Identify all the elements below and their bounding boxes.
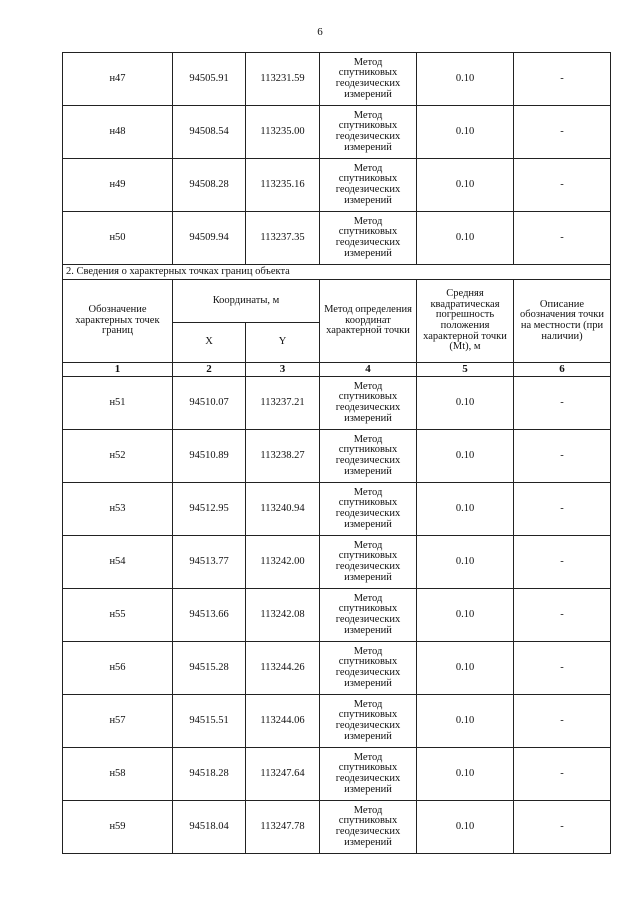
method-line: геодезических [335, 78, 401, 89]
method-line: измерений [344, 141, 392, 153]
point-id-cell: н54 [63, 536, 173, 589]
description-cell: - [514, 695, 611, 748]
method-line: измерений [344, 88, 392, 100]
coord-y-cell: 113231.59 [246, 53, 320, 106]
coord-y-cell: 113237.21 [246, 377, 320, 430]
description-cell: - [514, 536, 611, 589]
method-line: геодезических [335, 614, 401, 625]
method-line: измерений [344, 412, 392, 424]
table-row [63, 483, 611, 536]
accuracy-cell: 0.10 [417, 377, 514, 430]
description-cell: - [514, 748, 611, 801]
point-id-cell: н53 [63, 483, 173, 536]
description-cell: - [514, 589, 611, 642]
coord-y-cell: 113237.35 [246, 212, 320, 265]
table-row [63, 589, 611, 642]
method-line: геодезических [335, 131, 401, 142]
method-line: измерений [344, 465, 392, 477]
method-line: Метод [353, 804, 383, 816]
point-id-cell: н52 [63, 430, 173, 483]
page-number: 6 [317, 26, 323, 38]
header-method: Метод определения координат характерной точки [320, 280, 417, 363]
description-cell: - [514, 212, 611, 265]
header-row-1 [63, 280, 611, 323]
table-row [63, 801, 611, 854]
method-line: измерений [344, 247, 392, 259]
coord-x-cell: 94513.77 [173, 536, 246, 589]
method-line: спутниковых [338, 550, 398, 562]
method-line: Метод [353, 645, 383, 657]
column-number: 6 [514, 363, 611, 377]
method-line: спутниковых [338, 762, 398, 774]
coord-y-cell: 113238.27 [246, 430, 320, 483]
method-line: спутниковых [338, 391, 398, 403]
method-cell [320, 589, 417, 642]
method-line: Метод [353, 162, 383, 174]
point-id-cell: н48 [63, 106, 173, 159]
method-cell [320, 430, 417, 483]
coord-y-cell: 113247.64 [246, 748, 320, 801]
method-line: Метод [353, 486, 383, 498]
method-line: Метод [353, 592, 383, 604]
method-cell [320, 642, 417, 695]
method-line: геодезических [335, 720, 401, 731]
description-cell: - [514, 483, 611, 536]
table-row [63, 536, 611, 589]
method-cell [320, 801, 417, 854]
table-row [63, 106, 611, 159]
accuracy-cell: 0.10 [417, 748, 514, 801]
method-line: спутниковых [338, 67, 398, 79]
description-cell: - [514, 53, 611, 106]
column-numbers-row [63, 363, 611, 377]
coord-x-cell: 94518.28 [173, 748, 246, 801]
description-cell: - [514, 159, 611, 212]
point-id-cell: н51 [63, 377, 173, 430]
accuracy-cell: 0.10 [417, 589, 514, 642]
method-cell [320, 377, 417, 430]
coord-x-cell: 94512.95 [173, 483, 246, 536]
method-line: спутниковых [338, 815, 398, 827]
accuracy-cell: 0.10 [417, 212, 514, 265]
method-line: измерений [344, 194, 392, 206]
description-cell: - [514, 430, 611, 483]
method-line: Метод [353, 215, 383, 227]
method-line: спутниковых [338, 656, 398, 668]
coord-x-cell: 94508.54 [173, 106, 246, 159]
top-rows-group [63, 53, 611, 265]
column-number: 1 [63, 363, 173, 377]
method-line: измерений [344, 624, 392, 636]
method-line: спутниковых [338, 444, 398, 456]
coord-x-cell: 94515.51 [173, 695, 246, 748]
method-line: Метод [353, 433, 383, 445]
method-line: измерений [344, 783, 392, 795]
point-id-cell: н47 [63, 53, 173, 106]
coord-y-cell: 113240.94 [246, 483, 320, 536]
table-row [63, 377, 611, 430]
column-number: 2 [173, 363, 246, 377]
description-cell: - [514, 801, 611, 854]
table-row [63, 430, 611, 483]
point-id-cell: н58 [63, 748, 173, 801]
table-row [63, 748, 611, 801]
method-cell [320, 695, 417, 748]
method-line: Метод [353, 698, 383, 710]
accuracy-cell: 0.10 [417, 483, 514, 536]
column-number: 3 [246, 363, 320, 377]
coord-y-cell: 113244.06 [246, 695, 320, 748]
description-cell: - [514, 377, 611, 430]
method-cell [320, 748, 417, 801]
point-id-cell: н57 [63, 695, 173, 748]
method-line: Метод [353, 751, 383, 763]
method-line: измерений [344, 730, 392, 742]
method-line: спутниковых [338, 709, 398, 721]
method-line: измерений [344, 571, 392, 583]
section-group [63, 265, 611, 377]
header-point-designation: Обозначение характерных точек границ [63, 280, 173, 363]
method-line: геодезических [335, 667, 401, 678]
method-line: спутниковых [338, 497, 398, 509]
section-title: 2. Сведения о характерных точках границ объекта [63, 265, 611, 280]
coord-y-cell: 113235.16 [246, 159, 320, 212]
header-x: X [173, 323, 246, 363]
method-cell [320, 483, 417, 536]
method-line: геодезических [335, 773, 401, 784]
accuracy-cell: 0.10 [417, 106, 514, 159]
header-y: Y [246, 323, 320, 363]
coord-y-cell: 113244.26 [246, 642, 320, 695]
method-line: Метод [353, 109, 383, 121]
method-line: измерений [344, 836, 392, 848]
coord-y-cell: 113242.00 [246, 536, 320, 589]
description-cell: - [514, 642, 611, 695]
method-line: спутниковых [338, 120, 398, 132]
accuracy-cell: 0.10 [417, 801, 514, 854]
accuracy-cell: 0.10 [417, 53, 514, 106]
point-id-cell: н55 [63, 589, 173, 642]
method-line: геодезических [335, 184, 401, 195]
method-line: спутниковых [338, 603, 398, 615]
point-id-cell: н49 [63, 159, 173, 212]
accuracy-cell: 0.10 [417, 159, 514, 212]
method-line: геодезических [335, 508, 401, 519]
coord-x-cell: 94508.28 [173, 159, 246, 212]
coord-y-cell: 113242.08 [246, 589, 320, 642]
method-line: геодезических [335, 402, 401, 413]
method-cell [320, 536, 417, 589]
table-row [63, 159, 611, 212]
column-number: 4 [320, 363, 417, 377]
method-line: спутниковых [338, 173, 398, 185]
coord-x-cell: 94513.66 [173, 589, 246, 642]
method-cell [320, 159, 417, 212]
point-id-cell: н50 [63, 212, 173, 265]
method-line: геодезических [335, 455, 401, 466]
description-cell: - [514, 106, 611, 159]
method-line: Метод [353, 539, 383, 551]
boundary-points-table [62, 52, 611, 854]
coord-x-cell: 94509.94 [173, 212, 246, 265]
table-row [63, 642, 611, 695]
coord-y-cell: 113247.78 [246, 801, 320, 854]
accuracy-cell: 0.10 [417, 536, 514, 589]
coord-x-cell: 94505.91 [173, 53, 246, 106]
bottom-rows-group [63, 377, 611, 854]
method-cell [320, 212, 417, 265]
header-accuracy: Средняя квадратическая погрешность положения характерной точки (Mt), м [417, 280, 514, 363]
method-line: Метод [353, 56, 383, 68]
point-id-cell: н56 [63, 642, 173, 695]
coord-x-cell: 94510.07 [173, 377, 246, 430]
coord-x-cell: 94515.28 [173, 642, 246, 695]
table-row [63, 212, 611, 265]
coord-x-cell: 94518.04 [173, 801, 246, 854]
header-coordinates: Координаты, м [173, 280, 320, 323]
accuracy-cell: 0.10 [417, 695, 514, 748]
coord-x-cell: 94510.89 [173, 430, 246, 483]
method-cell [320, 106, 417, 159]
method-line: измерений [344, 677, 392, 689]
method-cell [320, 53, 417, 106]
method-line: спутниковых [338, 226, 398, 238]
method-line: измерений [344, 518, 392, 530]
method-line: геодезических [335, 237, 401, 248]
method-line: геодезических [335, 561, 401, 572]
point-id-cell: н59 [63, 801, 173, 854]
accuracy-cell: 0.10 [417, 642, 514, 695]
method-line: геодезических [335, 826, 401, 837]
coord-y-cell: 113235.00 [246, 106, 320, 159]
table-row [63, 695, 611, 748]
section-title-row [63, 265, 611, 280]
table-row [63, 53, 611, 106]
accuracy-cell: 0.10 [417, 430, 514, 483]
column-number: 5 [417, 363, 514, 377]
header-description: Описание обозначения точки на местности (при наличии) [514, 280, 611, 363]
method-line: Метод [353, 380, 383, 392]
